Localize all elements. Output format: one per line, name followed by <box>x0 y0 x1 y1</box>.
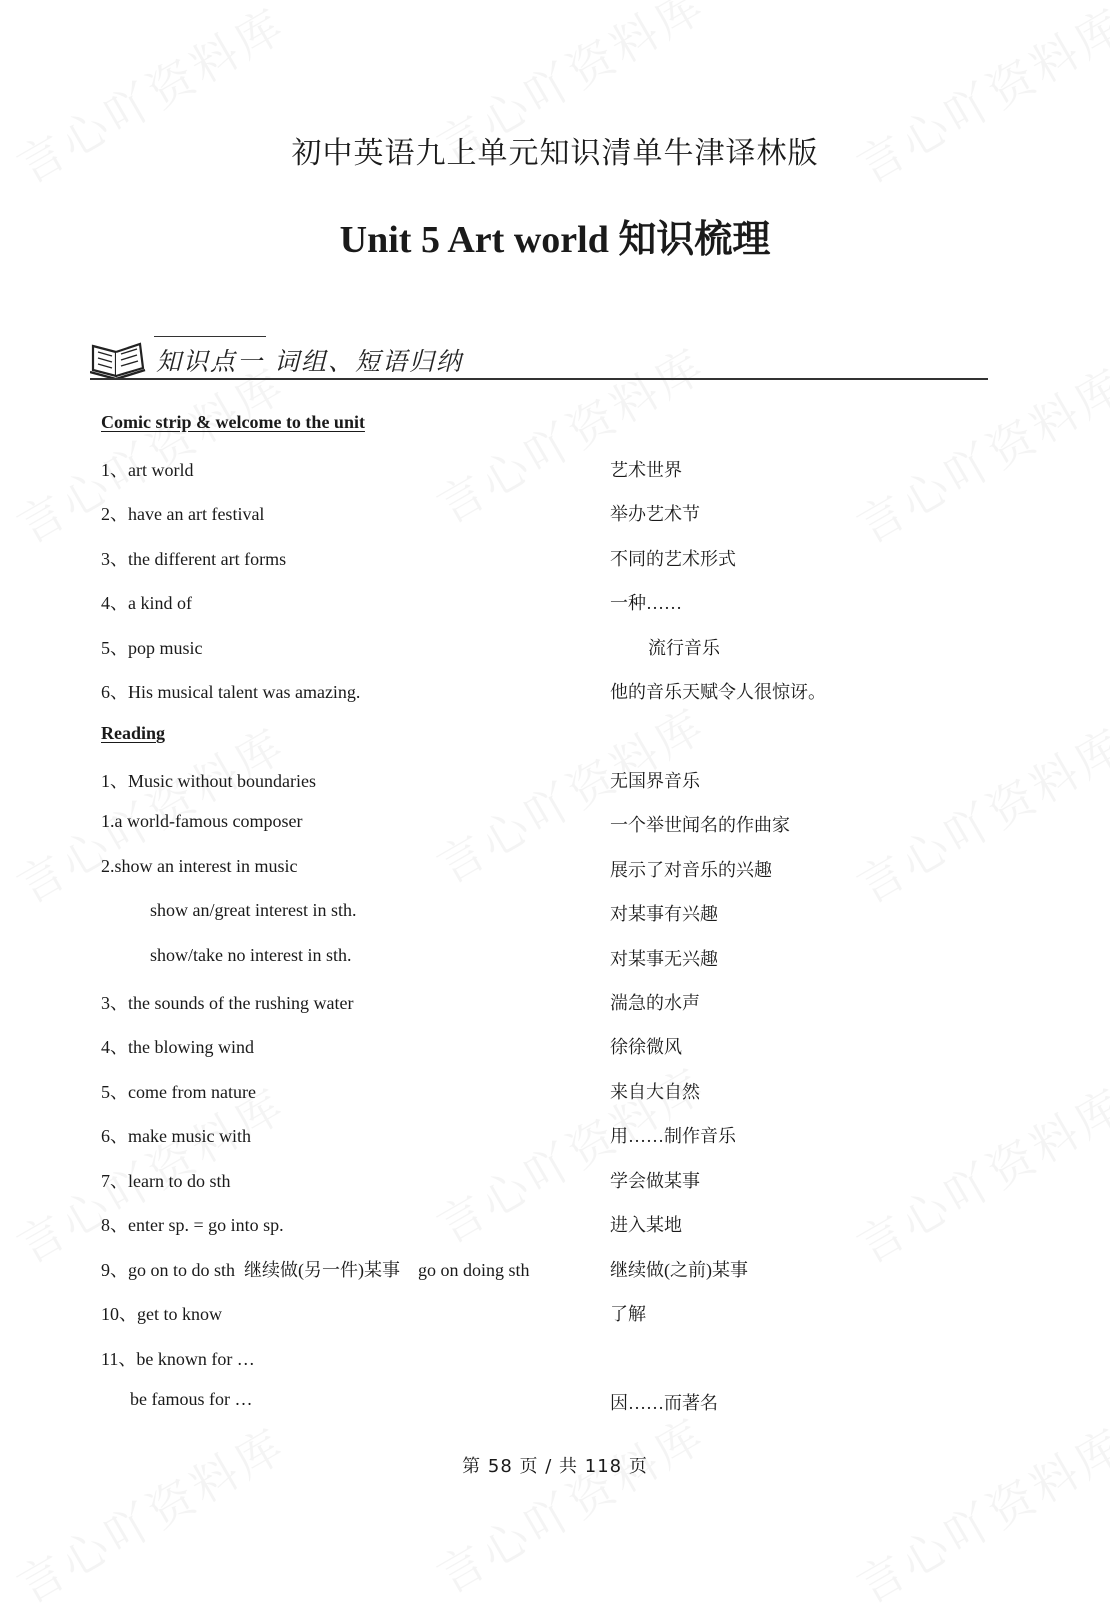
list-item <box>0 500 1110 530</box>
phrase-cn: 来自大自然 <box>610 1082 700 1102</box>
phrase-en: 11、be known for … <box>101 1349 255 1369</box>
section-header-label: 知识点一 词组、短语归纳 <box>156 347 463 376</box>
phrase-en: 5、come from nature <box>101 1082 256 1102</box>
list-item <box>0 678 1110 708</box>
list-item <box>0 456 1110 486</box>
list-item <box>0 945 1110 975</box>
list-item <box>0 856 1110 886</box>
phrase-en: 1.a world-famous composer <box>101 811 303 831</box>
phrase-en: be famous for … <box>130 1389 253 1409</box>
open-book-icon <box>90 338 146 380</box>
phrase-en: 1、Music without boundaries <box>101 771 316 791</box>
list-item <box>0 1167 1110 1197</box>
phrase-en: 1、art world <box>101 460 194 480</box>
list-item <box>0 634 1110 664</box>
list-item <box>0 1300 1110 1330</box>
list-item <box>0 589 1110 619</box>
phrase-en: 5、pop music <box>101 638 203 658</box>
phrase-cn: 进入某地 <box>610 1215 682 1235</box>
watermark <box>844 1409 1110 1616</box>
list-item <box>0 1122 1110 1152</box>
phrase-en: show an/great interest in sth. <box>150 900 357 920</box>
phrase-cn: 他的音乐天赋令人很惊讶。 <box>610 682 826 702</box>
phrase-cn: 对某事有兴趣 <box>610 904 718 924</box>
phrase-en: 4、the blowing wind <box>101 1037 254 1057</box>
phrase-en: 9、go on to do sth 继续做(另一件)某事 go on doing sth <box>101 1260 530 1280</box>
list-item <box>0 1033 1110 1063</box>
document-title: 初中英语九上单元知识清单牛津译林版 <box>291 137 819 170</box>
phrase-cn: 继续做(之前)某事 <box>610 1260 748 1280</box>
phrase-en: 8、enter sp. = go into sp. <box>101 1215 284 1235</box>
phrase-cn: 一种…… <box>610 593 682 613</box>
phrase-cn: 湍急的水声 <box>610 993 700 1013</box>
unit-title: Unit 5 Art world 知识梳理 <box>339 219 771 261</box>
watermark <box>424 1399 717 1606</box>
phrase-cn: 用……制作音乐 <box>610 1126 736 1146</box>
phrase-cn: 艺术世界 <box>610 460 682 480</box>
phrase-cn: 不同的艺术形式 <box>610 549 736 569</box>
list-item <box>0 989 1110 1019</box>
list-item <box>0 545 1110 575</box>
page-number: 第 58 页 / 共 118 页 <box>462 1456 648 1477</box>
phrase-en: 6、His musical talent was amazing. <box>101 682 361 702</box>
phrase-cn: 因……而著名 <box>610 1393 718 1413</box>
list-item <box>0 1345 1110 1375</box>
phrase-cn: 对某事无兴趣 <box>610 949 718 969</box>
phrase-cn: 无国界音乐 <box>610 771 700 791</box>
phrase-en: 6、make music with <box>101 1126 251 1146</box>
phrase-en: 4、a kind of <box>101 593 192 613</box>
section-header-rule <box>90 378 988 380</box>
list-item <box>0 811 1110 841</box>
phrase-en: 7、learn to do sth <box>101 1171 231 1191</box>
list-item <box>0 900 1110 930</box>
phrase-cn: 流行音乐 <box>648 638 720 658</box>
phrase-en: 2、have an art festival <box>101 504 265 524</box>
list-item <box>0 1211 1110 1241</box>
subsection-comic-strip: Comic strip & welcome to the unit <box>101 412 365 432</box>
list-item <box>0 767 1110 797</box>
phrase-cn: 举办艺术节 <box>610 504 700 524</box>
list-item <box>0 1078 1110 1108</box>
phrase-en: show/take no interest in sth. <box>150 945 352 965</box>
phrase-cn: 了解 <box>610 1304 646 1324</box>
section-header <box>90 330 988 382</box>
phrase-cn: 一个举世闻名的作曲家 <box>610 815 790 835</box>
subsection-reading: Reading <box>101 723 166 743</box>
phrase-cn: 展示了对音乐的兴趣 <box>610 860 772 880</box>
phrase-cn: 徐徐微风 <box>610 1037 682 1057</box>
watermark <box>4 1409 297 1616</box>
phrase-en: 10、get to know <box>101 1304 222 1324</box>
list-item <box>0 1256 1110 1286</box>
phrase-en: 3、the different art forms <box>101 549 287 569</box>
list-item <box>0 1389 1110 1419</box>
phrase-en: 2.show an interest in music <box>101 856 298 876</box>
phrase-cn: 学会做某事 <box>610 1171 700 1191</box>
phrase-en: 3、the sounds of the rushing water <box>101 993 354 1013</box>
header-top-line <box>154 336 266 337</box>
